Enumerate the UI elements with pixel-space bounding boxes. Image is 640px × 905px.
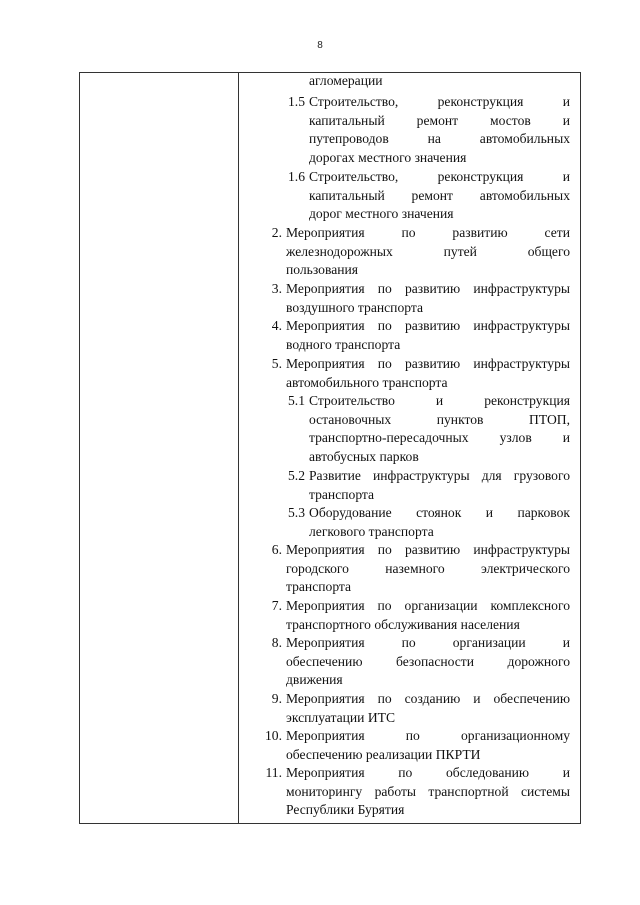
- item-text-line: Мероприятия по организации и: [286, 635, 570, 650]
- item-text-line: капитальный ремонт автомобильных: [309, 187, 570, 203]
- item-text-line: Развитие инфраструктуры для грузового: [309, 468, 570, 483]
- item-number: 1.6: [288, 169, 305, 184]
- list-item: [309, 72, 570, 91]
- item-number: 10.: [265, 728, 282, 743]
- list-item: [271, 317, 570, 354]
- item-text-line: эксплуатации ИТС: [286, 709, 396, 725]
- item-text-line: путепроводов на автомобильных: [309, 131, 570, 146]
- list-item: [288, 93, 570, 167]
- item-number: 1.5: [288, 94, 305, 109]
- item-text-line: автобусных парков: [309, 448, 419, 464]
- item-text-line: Строительство, реконструкция и: [309, 169, 570, 184]
- item-text-line: остановочных пунктов ПТОП,: [309, 411, 570, 427]
- item-text-line: капитальный ремонт мостов и: [309, 112, 570, 128]
- item-number: 5.2: [288, 468, 305, 483]
- list-item: [288, 168, 570, 224]
- item-number: 4.: [271, 318, 282, 333]
- item-text-line: дорогах местного значения: [309, 149, 467, 165]
- page-number: 8: [317, 40, 323, 51]
- item-text-line: Мероприятия по организации комплексного: [286, 598, 570, 613]
- item-text-line: обеспечению реализации ПКРТИ: [286, 746, 481, 762]
- list-item: [271, 224, 570, 280]
- item-text-line: Оборудование стоянок и парковок: [309, 505, 570, 520]
- list-item: [288, 392, 570, 466]
- item-text-line: Мероприятия по развитию инфраструктуры: [286, 356, 570, 371]
- item-text-line: Республики Бурятия: [286, 802, 405, 817]
- item-text-line: мониторингу работы транспортной системы: [286, 783, 570, 799]
- item-text-line: Мероприятия по созданию и обеспечению: [286, 691, 570, 706]
- item-text-line: автомобильного транспорта: [286, 374, 448, 390]
- item-text-line: движения: [286, 672, 343, 687]
- item-number: 3.: [271, 281, 282, 296]
- table-left-column: [80, 73, 239, 823]
- item-text-line: Строительство и реконструкция: [309, 393, 570, 408]
- list-item: [271, 280, 570, 317]
- item-text-line: транспортного обслуживания населения: [286, 616, 520, 632]
- item-text-line: Строительство, реконструкция и: [309, 94, 570, 109]
- item-text-line: транспортно-пересадочных узлов и: [309, 430, 570, 445]
- item-number: 6.: [271, 542, 282, 557]
- list-item: [271, 597, 570, 634]
- item-number: 5.3: [288, 505, 305, 520]
- list-item: [288, 467, 570, 504]
- item-text-line: Мероприятия по развитию сети: [286, 225, 570, 240]
- item-text-line: пользования: [286, 262, 359, 277]
- item-number: 9.: [271, 691, 282, 706]
- list-item: [271, 355, 570, 392]
- item-number: 11.: [265, 765, 282, 780]
- item-text-line: легкового транспорта: [309, 523, 434, 539]
- item-text-line: дорог местного значения: [309, 206, 454, 221]
- item-text-line: транспорта: [286, 579, 352, 594]
- item-text-line: транспорта: [309, 486, 375, 502]
- item-text-line: Мероприятия по развитию инфраструктуры: [286, 542, 570, 557]
- list-item: [288, 504, 570, 541]
- item-number: 2.: [271, 225, 282, 240]
- list-item: [265, 727, 570, 764]
- list-item: [265, 764, 570, 820]
- item-text-line: водного транспорта: [286, 336, 401, 352]
- item-text-line: Мероприятия по развитию инфраструктуры: [286, 318, 570, 333]
- item-number: 5.: [271, 356, 282, 371]
- item-text-line: Мероприятия по организационному: [286, 728, 570, 743]
- list-item: [271, 634, 570, 690]
- item-text-line: городского наземного электрического: [286, 560, 570, 576]
- item-number: 7.: [271, 598, 282, 613]
- item-number: 5.1: [288, 393, 305, 408]
- item-text-line: Мероприятия по обследованию и: [286, 765, 570, 780]
- table-right-column: [239, 73, 580, 823]
- list-item: [271, 541, 570, 597]
- item-text-line: обеспечению безопасности дорожного: [286, 653, 570, 669]
- item-text-line: агломерации: [309, 73, 383, 88]
- item-text-line: воздушного транспорта: [286, 299, 424, 315]
- item-text-line: железнодорожных путей общего: [286, 243, 570, 259]
- item-number: 8.: [271, 635, 282, 650]
- activities-table: [79, 72, 581, 824]
- item-text-line: Мероприятия по развитию инфраструктуры: [286, 281, 570, 296]
- list-item: [271, 690, 570, 727]
